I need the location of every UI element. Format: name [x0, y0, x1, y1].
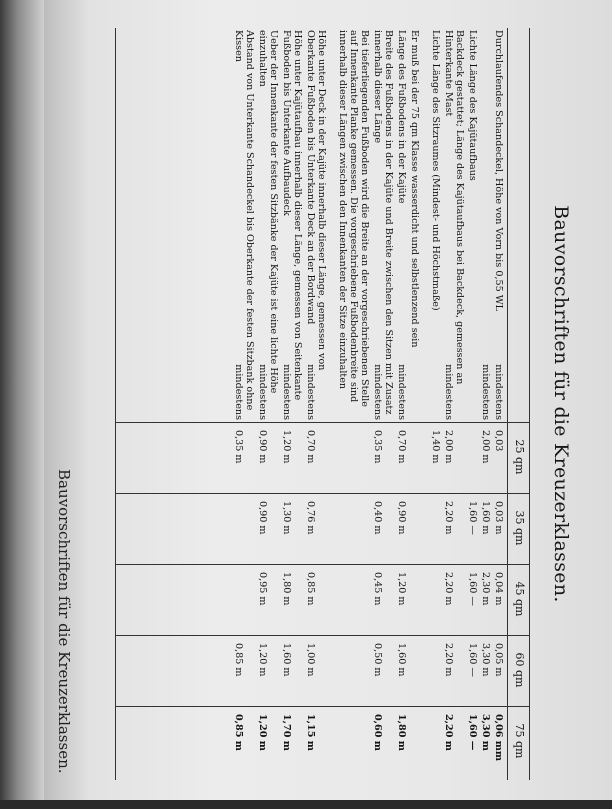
value-cell: 1,80 m	[281, 572, 292, 606]
row-label-cell	[430, 28, 441, 424]
column-header: 35 qm	[513, 510, 526, 546]
value-cell: 1,80 m	[396, 714, 407, 751]
row-label: Höhe unter Deck in der Kajüte innerhalb dieser Länge, gemessen von Oberkante Fußboden bis Unterkante Deck an der Bordwand	[305, 30, 327, 371]
row-label-cell	[233, 28, 255, 424]
value-cell: 1,40 m	[430, 430, 441, 464]
value-cell: 0,90 m	[396, 501, 407, 535]
value-cell: 1,60 m	[480, 501, 491, 535]
value-cell: 1,30 m	[281, 501, 292, 535]
row-qualifier: mindestens	[372, 364, 383, 420]
row-label: Lichte Länge des Kajütaufbaus	[467, 30, 478, 181]
row-label: Lichte Länge des Sitzraumes (Mindest- und Höchstmaße)	[430, 30, 441, 311]
table-row	[257, 28, 279, 780]
page-title: Bauvorschriften für die Kreuzerklassen.	[550, 205, 572, 603]
row-label: Durchlaufendes Schandeckel, Höhe von Vorn bis 0,55 WL	[493, 30, 504, 311]
value-cell: 2,20 m	[443, 501, 454, 535]
table-row	[409, 28, 420, 780]
row-qualifier: mindestens	[281, 364, 292, 420]
row-spacer	[420, 28, 428, 780]
column-header: 75 qm	[513, 723, 526, 759]
value-cell: 1,60 —	[467, 572, 478, 607]
row-qualifier: mindestens	[493, 364, 504, 420]
value-cell: 0,03	[493, 430, 504, 452]
value-cell: 3,30 m	[480, 643, 491, 677]
value-cell: 0,60 m	[372, 714, 383, 751]
table-row	[493, 28, 504, 780]
table-top-rule	[529, 28, 530, 780]
value-cell: 0,76 m	[305, 501, 316, 535]
value-cell: 0,90 m	[257, 501, 268, 535]
column-header: 45 qm	[513, 581, 526, 617]
value-cell: 0,40 m	[372, 501, 383, 535]
value-cell: 1,20 m	[396, 572, 407, 606]
column-header: 25 qm	[513, 439, 526, 475]
column-header: 60 qm	[513, 652, 526, 688]
row-label-cell	[493, 28, 504, 424]
bleed-through-text	[44, 469, 74, 800]
value-cell: 2,20 m	[443, 643, 454, 677]
table-row	[337, 28, 370, 780]
row-label: Höhe unter Kajütaufbau innerhalb dieser Länge, gemessen von Seitenkante Fußboden bis Unterkante Aufbaudeck	[281, 30, 303, 401]
value-cell: 3,30 m	[480, 714, 491, 751]
row-qualifier: mindestens	[257, 364, 268, 420]
table-row	[305, 28, 327, 780]
table-row	[430, 28, 441, 780]
value-cell: 2,00 m	[443, 430, 454, 464]
table-row	[480, 28, 491, 780]
value-cell: 1,20 m	[257, 714, 268, 751]
row-label: Er muß bei der 75 qm Klasse wasserdicht und selbstlenzend sein	[409, 30, 420, 348]
value-cell: 1,60 m	[396, 643, 407, 677]
row-label-cell	[337, 28, 370, 424]
row-label-cell	[372, 28, 394, 424]
value-cell: 1,60 —	[467, 714, 478, 751]
value-cell: 0,90 m	[257, 430, 268, 464]
value-cell: 0,85 m	[305, 572, 316, 606]
value-cell: 0,06 mm	[493, 714, 504, 762]
value-cell: 2,20 m	[443, 572, 454, 606]
value-cell: 1,70 m	[281, 714, 292, 751]
table-bottom-rule	[115, 28, 116, 780]
value-cell: 2,20 m	[443, 714, 454, 751]
rotated-table-sheet	[100, 28, 572, 780]
row-label: Ueber der Innenkante der festen Sitzbänke der Kajüte ist eine lichte Höhe einzuhalten	[257, 30, 279, 394]
value-cell: 1,00 m	[305, 643, 316, 677]
value-cell: 2,30 m	[480, 572, 491, 606]
row-label-cell	[281, 28, 303, 424]
value-cell: 0,50 m	[372, 643, 383, 677]
table-row	[467, 28, 478, 780]
row-label-cell	[396, 28, 407, 424]
table-row	[396, 28, 407, 780]
value-cell: 1,60 —	[467, 501, 478, 536]
row-label: Backdeck gestattet; Länge des Kajütaufbaus bei Backdeck, gemessen an Hinterkante Mast	[443, 30, 465, 385]
row-qualifier: mindestens	[233, 364, 244, 420]
header-bottom-rule	[507, 28, 508, 780]
table-row	[443, 28, 465, 780]
value-cell: 0,85 m	[233, 643, 244, 677]
value-cell: 1,60 m	[281, 643, 292, 677]
row-label: Bei tieferliegenden Fußboden wird die Breite an der vorgeschriebenen Stelle auf Innenkante Planke gemessen. Die vorgeschriebene Fußbodenbreite sind innerhalb dieser Längen zwischen den Innenkanten der Sitze einzuhalten	[337, 30, 370, 407]
row-label-cell	[305, 28, 327, 424]
row-label-cell	[467, 28, 478, 424]
table-row	[233, 28, 255, 780]
value-cell: 1,20 m	[257, 643, 268, 677]
row-label-cell	[443, 28, 465, 424]
row-qualifier: mindestens	[305, 364, 316, 420]
row-qualifier: mindestens	[396, 364, 407, 420]
row-label-cell	[409, 28, 420, 424]
value-cell: 0,05 m	[493, 643, 504, 677]
table-row	[372, 28, 394, 780]
value-cell: 0,03 m	[493, 501, 504, 535]
value-cell: 0,85 m	[233, 714, 244, 751]
value-cell: 0,95 m	[257, 572, 268, 606]
facing-page-edge	[0, 0, 44, 800]
bleed-line: Bauvorschriften für die Kreuzerklassen.	[55, 469, 73, 774]
row-qualifier: mindestens	[480, 364, 491, 420]
value-cell: 0,04 m	[493, 572, 504, 606]
value-cell: 0,70 m	[305, 430, 316, 464]
row-spacer	[327, 28, 335, 780]
value-cell: 1,20 m	[281, 430, 292, 464]
value-cell: 0,70 m	[396, 430, 407, 464]
value-cell: 0,35 m	[233, 430, 244, 464]
value-cell: 1,15 m	[305, 714, 316, 751]
row-label-cell	[257, 28, 279, 424]
row-qualifier: mindestens	[443, 364, 454, 420]
row-label: Abstand von Unterkante Schandeckel bis Oberkante der festen Sitzbank ohne Kissen	[233, 30, 255, 411]
table-row	[281, 28, 303, 780]
row-label: Breite des Fußbodens in der Kajüte und Breite zwischen den Sitzen mit Zusatz innerhalb dieser Länge	[372, 30, 394, 415]
row-label: Länge des Fußbodens in der Kajüte	[396, 30, 407, 204]
value-cell: 1,60 —	[467, 643, 478, 678]
table-body	[231, 28, 504, 780]
value-cell: 0,45 m	[372, 572, 383, 606]
value-cell: 0,35 m	[372, 430, 383, 464]
value-cell: 2,00 m	[480, 430, 491, 464]
